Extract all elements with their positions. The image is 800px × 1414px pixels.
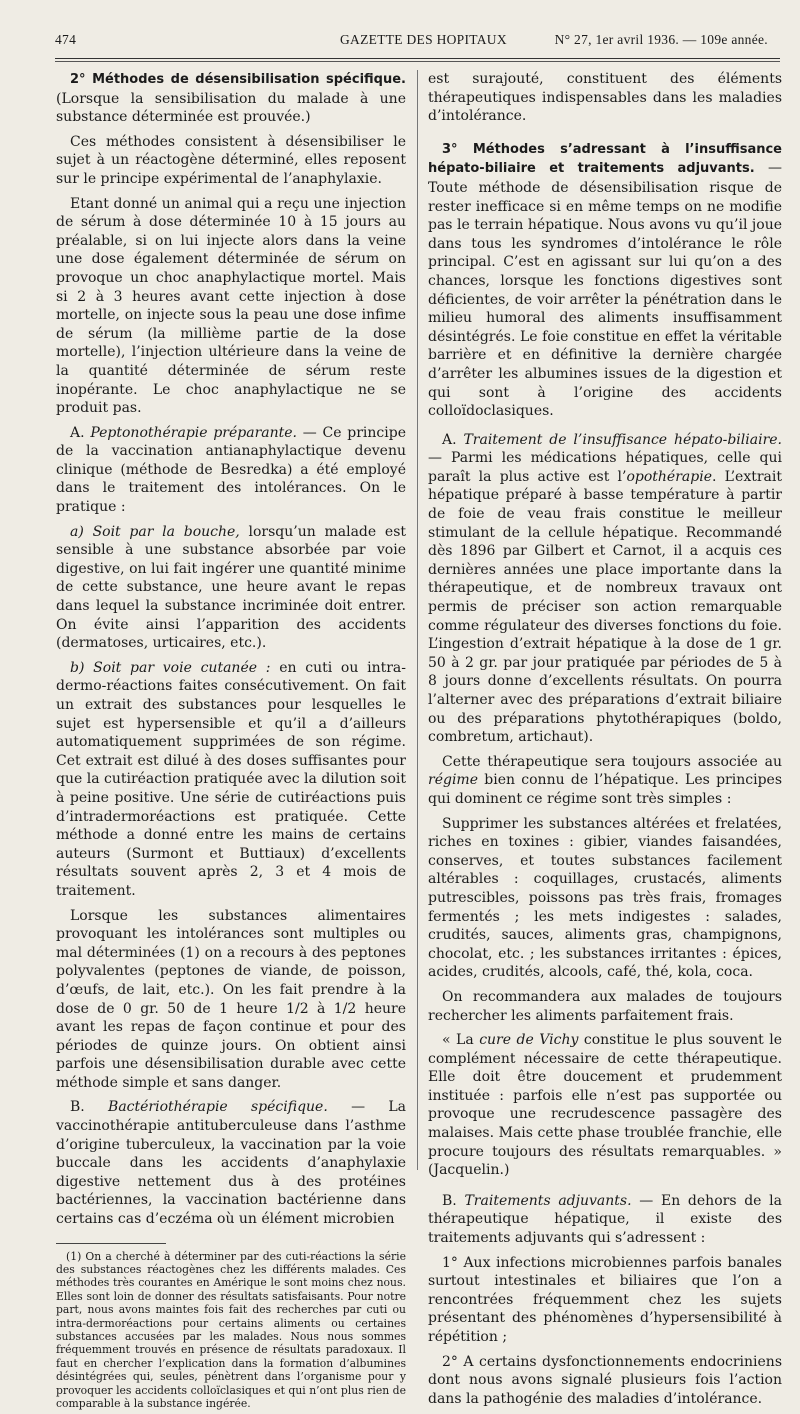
subsection-a: A. Peptonothérapie préparante. — Ce principe de la vaccination antianaphylactique devenu clinique (méthode de Besredka) a été employé dans le traitement des intolérances. On le pratique : xyxy=(56,424,406,516)
subsection-a-title: Traitement de l’insuffisance hépato-biliaire. xyxy=(463,431,782,448)
list-item: 1° Aux infections microbiennes parfois banales surtout intestinales et biliaires que l’on a rencontrées fréquemment chez les sujets présentant des phénomènes d’hypersensibilité à répétition ; xyxy=(428,1254,782,1345)
left-column xyxy=(56,70,406,1411)
paragraph: Ces méthodes consistent à désensibiliser le sujet à un réactogène déterminé, elles reposent sur le principe expérimental de l’anaphylaxie. xyxy=(56,133,406,187)
paragraph: Supprimer les substances altérées et frelatées, riches en toxines : gibier, viandes faisandées, conserves, et toutes substances facilement altérables : coquillages, crustacés, aliments putrescibles, poissons pas très frais, fromages fermentés ; les mets indigestes : salades, crudités, sauces, aliments gras, champignons, chocolat, etc. ; les substances irritantes : épices, acides, crudités, alcools, café, thé, kola, coca. xyxy=(428,815,782,981)
section-3-title: 3° Méthodes s’adressant à l’insuffisance hépato-biliaire et traitements adjuvants. xyxy=(428,141,782,177)
running-header xyxy=(40,30,780,54)
journal-title: GAZETTE DES HOPITAUX xyxy=(340,32,507,47)
column-divider xyxy=(417,70,418,1170)
item-b: b) Soit par voie cutanée : en cuti ou intra-dermo-réactions faites consécutivement. On fait un extrait des substances pour lesquelles le sujet est hypersensible et qu’il a d’ailleurs automatiquement supprimées de son régime. Cet extrait est dilué à des doses suffisantes pour que la cutiréaction pratiquée avec la dilution soit à peine positive. Une série de cutiréactions puis d’intradermoréactions est pratiquée. Cette méthode a donné entre les mains de certains auteurs (Surmont et Buttiaux) d’excellents résultats souvent après 2, 3 et 4 mois de traitement. xyxy=(56,659,406,899)
section-2-title: 2° Méthodes de désensibilisation spécifique. xyxy=(70,72,406,87)
subsection-a-title: Peptonothérapie préparante. xyxy=(90,424,297,441)
item-a: a) Soit par la bouche, lorsqu’un malade est sensible à une substance absorbée par voie digestive, on lui fait ingérer une quantité minime de cette substance, une heure avant le repas dans lequel la substance incriminée doit entrer. On évite ainsi l’apparition des accidents (dermatoses, urticaires, etc.). xyxy=(56,523,406,652)
paragraph: Lorsque les substances alimentaires provoquant les intolérances sont multiples ou mal déterminées (1) on a recours à des peptones polyvalentes (peptones de viande, de poisson, d’œufs, de lait, etc.). On les fait prendre à la dose de 0 gr. 50 de 1 heure 1/2 à 1/2 heure avant les repas de façon continue et pour des périodes de quinze jours. On obtient ainsi parfois une désensibilisation durable avec cette méthode simple et sans danger. xyxy=(56,907,406,1091)
paragraph: Cette thérapeutique sera toujours associée au régime bien connu de l’hépatique. Les principes qui dominent ce régime sont très simples : xyxy=(428,753,782,807)
subsection-b: B. Traitements adjuvants. — En dehors de la thérapeutique hépatique, il existe des traitements adjuvants qui s’adressent : xyxy=(428,1192,782,1247)
header-rule-thin xyxy=(55,61,780,62)
section-3-paragraph: 3° Méthodes s’adressant à l’insuffisance hépato-biliaire et traitements adjuvants. — Toute méthode de désensibilisation risque de rester inefficace si en même temps on ne modifie pas le terrain hépatique. Nous avons vu qu’il joue dans tous les syndromes d’intolérance le rôle principal. C’est en agissant sur lui qu’on a des chances, lorsque les fonctions digestives sont déficientes, de voir arrêter la pénétration dans le milieu humoral des aliments insuffisamment désintégrés. Le foie constitue en effet la véritable barrière et en définitive la dernière chargée d’arrêter les albumines issues de la digestion et qui sont à l’origine des accidents colloïdoclasiques. xyxy=(428,141,782,420)
right-column xyxy=(428,70,782,1414)
subsection-b-title: Traitements adjuvants. xyxy=(464,1192,632,1209)
page-number: 474 xyxy=(55,32,77,47)
list-item: 2° A certains dysfonctionnements endocriniens dont nous avons signalé plusieurs fois l’action dans la pathogénie des maladies d’intolérance. xyxy=(428,1353,782,1407)
paragraph: est surajouté, constituent des éléments thérapeutiques indispensables dans les maladies d’intolérance. xyxy=(428,71,782,125)
subsection-b-title: Bactériothérapie spécifique. xyxy=(108,1099,328,1116)
paragraph: On recommandera aux malades de toujours rechercher les aliments parfaitement frais. xyxy=(428,988,782,1024)
subsection-a: A. Traitement de l’insuffisance hépato-biliaire. — Parmi les médications hépatiques, celle qui paraît la plus active est l’opothérapie. L’extrait hépatique préparé à basse température à partir de foie de veau frais constitue le meilleur stimulant de la cellule hépatique. Recommandé dès 1896 par Gilbert et Carnot, il a acquis ces dernières années une place importante dans la thérapeutique, et de nombreux travaux ont permis de préciser son action remarquable comme régulateur des diverses fonctions du foie. L’ingestion d’extrait hépatique à la dose de 1 gr. 50 à 2 gr. par jour pratiquée par périodes de 5 à 8 jours donne d’excellents résultats. On pourra l’alterner avec des préparations d’extrait biliaire ou des préparations phytothérapiques (boldo, combretum, artichaut). xyxy=(428,431,782,746)
footnote-rule xyxy=(56,1243,166,1244)
paragraph: Etant donné un animal qui a reçu une injection de sérum à dose déterminée 10 à 15 jours au préalable, si on lui injecte alors dans la veine une dose également déterminée de sérum on provoque un choc anaphylactique mortel. Mais si 2 à 3 heures avant cette injection à dose mortelle, on injecte sous la peau une dose infime de sérum (la millième partie de la dose mortelle), l’injection ultérieure dans la veine de la quantité déterminée de sérum reste inopérante. Le choc anaphylactique ne se produit pas. xyxy=(56,195,406,417)
subsection-b: B. Bactériothérapie spécifique. — La vaccinothérapie antituberculeuse dans l’asthme d’origine tuberculeux, la vaccination par la voie buccale dans les accidents d’anaphylaxie digestive nettement dus à des protéines bactériennes, la vaccination bactérienne dans certains cas d’eczéma où un élément microbien xyxy=(56,1099,406,1228)
header-rule xyxy=(55,58,780,59)
footnote: (1) On a cherché à déterminer par des cuti-réactions la série des substances réactogènes chez les différents malades. Ces méthodes très courantes en Amérique le sont moins chez nous. Elles sont loin de donner des résultats satisfaisants. Pour notre part, nous avons maintes fois fait des recherches par cuti ou intra-dermoréactions pour certains aliments ou certaines substances accusées par les malades. Nous nous sommes fréquemment trouvés en présence de résultats paradoxaux. Il faut en chercher l’explication dans la formation d’albumines désintégrées qui, seules, pénètrent dans l’organisme pour y provoquer les accidents colloïclasiques et qui n’ont plus rien de comparable à la substance ingérée. xyxy=(56,1249,406,1411)
issue-date: N° 27, 1er avril 1936. — 109e année. xyxy=(554,32,768,47)
paragraph: « La cure de Vichy constitue le plus souvent le complément nécessaire de cette thérapeutique. Elle doit être doucement et prudemment instituée : parfois elle n’est pas supportée ou provoque une recrudescence passagère des malaises. Mais cette phase troublée franchie, elle procure toujours des résultats remarquables. » (Jacquelin.) xyxy=(428,1032,783,1179)
section-2-paragraph: 2° Méthodes de désensibilisation spécifique. (Lorsque la sensibilisation du malade à une substance déterminée est prouvée.) xyxy=(56,72,406,126)
